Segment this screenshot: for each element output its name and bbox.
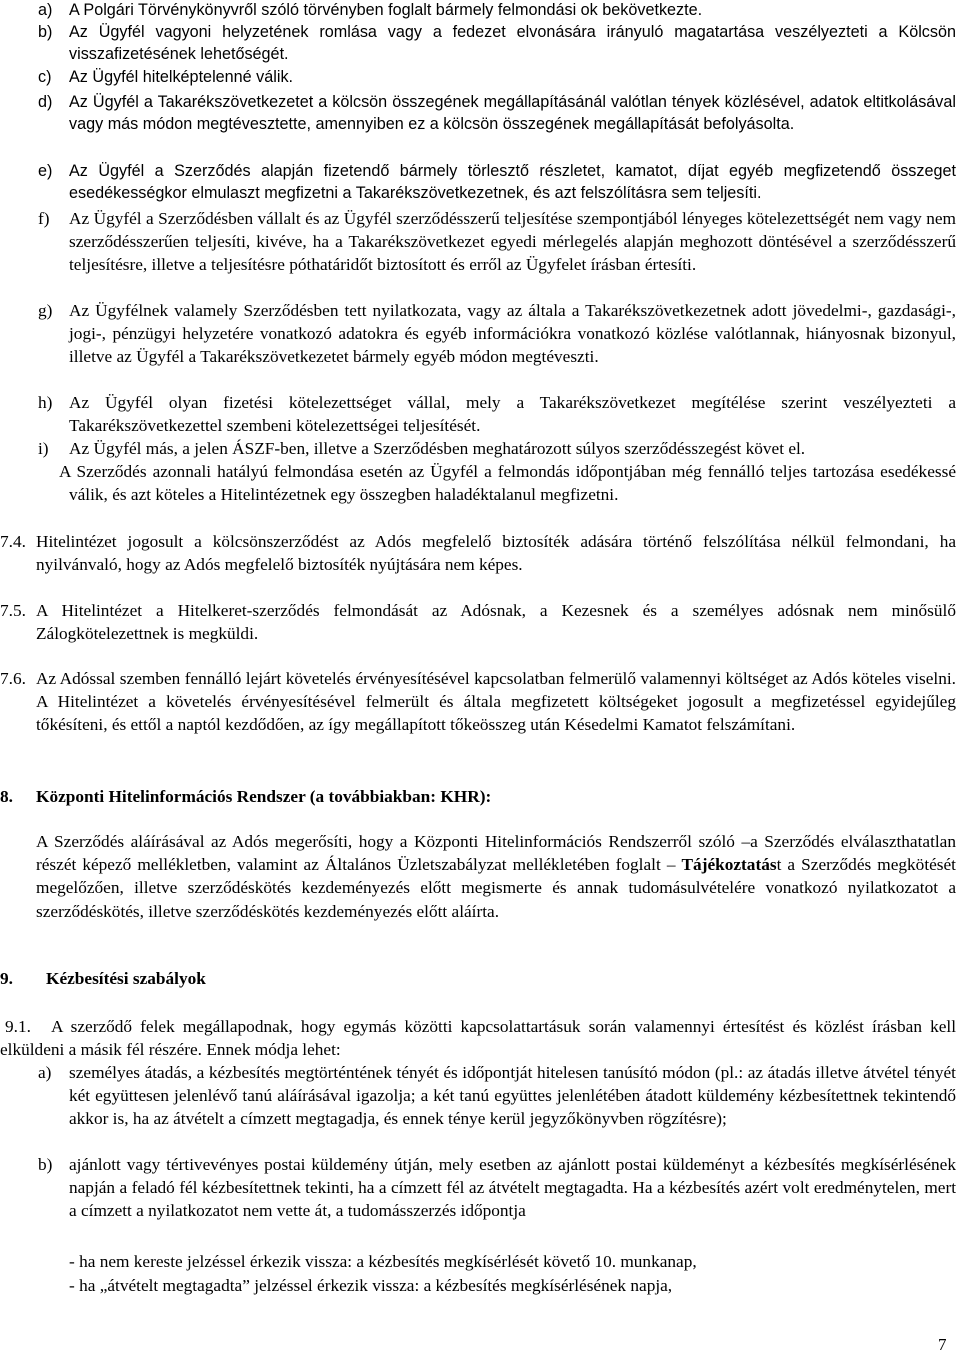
list-item-g (38, 299, 956, 369)
section-number: 7.5. (0, 601, 26, 620)
list-text: Az Ügyfél vagyoni helyzetének romlása vagy a fedezet elvonására irányuló magatartása veszélyezteti a Kölcsön visszafizetésének lehetőségét. (69, 23, 956, 63)
list-item-h (38, 391, 956, 437)
list-label: c) (38, 68, 52, 86)
heading-title: Kézbesítési szabályok (46, 969, 206, 988)
list-text: Az Ügyfélnek valamely Szerződésben tett nyilatkozata, vagy az általa a Takarékszövetkezetnek adott jövedelmi-, gazdasági-, jogi-, pénzügyi helyzetére vonatkozó adatokra és egyéb információkra vonatkozó közlése valótlannak, hiányosnak bizonyul, illetve az Ügyfél a Takarékszövetkezetet bármely egyéb módon megtéveszti. (69, 301, 956, 367)
delivery-dash-2: - ha „átvételt megtagadta” jelzéssel érkezik vissza: a kézbesítés megkísérlésének napja, (69, 1276, 673, 1295)
section-7-4 (0, 530, 956, 576)
termination-paragraph: A Szerződés azonnali hatályú felmondása esetén az Ügyfél a felmondás időpontjában még fennálló teljes tartozása esedékessé válik, és azt köteles a Hitelintézetnek egy összegben haladéktalanul megfizetni. (59, 462, 956, 505)
khr-heading (0, 785, 956, 808)
list-text: Az Ügyfél más, a jelen ÁSZF-ben, illetve a Szerződésben meghatározott súlyos szerződésszegést követ el. (69, 439, 806, 458)
list-item-b (38, 21, 956, 65)
khr-bold-word: Tájékoztatás (681, 855, 777, 875)
list-label: f) (38, 209, 50, 228)
list-label: d) (38, 93, 53, 111)
delivery-item-a (38, 1061, 956, 1131)
delivery-item-b (38, 1153, 956, 1223)
list-text: A Polgári Törvénykönyvről szóló törvényben foglalt bármely felmondási ok bekövetkezte. (69, 1, 703, 19)
delivery-dash-1: - ha nem kereste jelzéssel érkezik vissza: a kézbesítés megkísérlését követő 10. munkanap, (69, 1252, 697, 1271)
list-item-f (38, 207, 956, 277)
list-label: a) (38, 1, 53, 19)
page-number: 7 (938, 1335, 947, 1354)
list-text: Az Ügyfél a Szerződés alapján fizetendő bármely törlesztő részletet, kamatot, díjat egyéb megfizetendő összeget esedékességkor elmulaszt megfizetni a Takarékszövetkezetnek, és azt felszólításra sem teljesíti. (69, 162, 956, 202)
list-item-c (38, 66, 956, 88)
section-7-6 (0, 667, 956, 737)
subsection-text: A szerződő felek megállapodnak, hogy egymás közötti kapcsolattartásuk során valamennyi értesítést és közlést írásban kell elküldeni a másik fél részére. Ennek módja lehet: (0, 1017, 956, 1060)
list-label: e) (38, 162, 53, 180)
delivery-intro (0, 1015, 956, 1061)
list-text: ajánlott vagy tértivevényes postai küldemény útján, mely esetben az ajánlott postai küldeményt a kézbesítés megkísérlésének napján a feladó fél kézbesítettnek tekinti, ha a címzett fél az átvételt megtagadta. Ha a kézbesítés azért volt eredménytelen, mert a címzett a nyilatkozatot nem vette át, a tudomásszerzés időpontja (69, 1155, 956, 1221)
delivery-heading (0, 967, 956, 990)
list-text: Az Ügyfél olyan fizetési kötelezettséget vállal, mely a Takarékszövetkezet megítélése szerint veszélyezteti a Takarékszövetkezettel szembeni kötelezettségei teljesítését. (69, 393, 956, 436)
list-label: b) (38, 23, 53, 41)
section-number: 7.6. (0, 669, 26, 688)
list-item-a (38, 0, 956, 21)
heading-title: Központi Hitelinformációs Rendszer (a továbbiakban: KHR): (36, 787, 492, 806)
list-text: Az Ügyfél a Takarékszövetkezetet a kölcsön összegének megállapításánál valótlan tények közlésével, adatok eltitkolásával vagy más módon megtévesztette, amennyiben ez a kölcsön összegének megállapítását befolyásolta. (69, 93, 956, 133)
list-item-i (38, 437, 956, 460)
list-label: i) (38, 439, 49, 458)
khr-text-after: t a Szerződés megkötését megelőzően, illetve szerződéskötés kezdeményezés előtt megismerte és annak tudomásulvételére vonatkozó nyilatkozatot a szerződéskötés, illetve szerződéskötés kezdeményezés előtt aláírta. (36, 855, 956, 921)
section-text: Az Adóssal szemben fennálló lejárt követelés érvényesítésével kapcsolatban felmerülő valamennyi költséget az Adós köteles viselni. A Hitelintézet a követelés érvényesítésével felmerült és általa megfizetett költségeket jogosult a megfizetéssel egyidejűleg tőkésíteni, és ettől a naptól kezdődően, az így megállapított tőkeösszeg után Késedelmi Kamatot felszámítani. (36, 669, 956, 735)
list-label: b) (38, 1155, 53, 1174)
list-label: a) (38, 1063, 52, 1082)
list-text: személyes átadás, a kézbesítés megtörténtének tényét és időpontját hitelesen tanúsító módon (pl.: az átadás illetve átvétel tényét két együttesen jelenlévő tanú aláírásával igazolja; a két tanú együttes jelenlétében átadott küldemény kézbesítettnek tekintendő akkor is, ha az átvételt a címzett megtagadja, és ennek ténye kerül jegyzőkönyvben rögzítésre); (69, 1063, 956, 1129)
subsection-number: 9.1. (5, 1017, 31, 1036)
list-label: h) (38, 393, 53, 412)
list-item-d (38, 91, 956, 135)
khr-text-before: A Szerződés aláírásával az Adós megerősíti, hogy a Központi Hitelinformációs Rendszerről szóló –a Szerződés elválaszthatatlan részét képező mellékletben, valamint az Általános Üzletszabályzat mellékletében foglalt – (36, 832, 956, 875)
khr-paragraph (36, 830, 956, 923)
section-number: 7.4. (0, 532, 26, 551)
list-item-e (38, 160, 956, 204)
list-label: g) (38, 301, 53, 320)
heading-number: 8. (0, 787, 13, 806)
section-text: Hitelintézet jogosult a kölcsönszerződést az Adós megfelelő biztosíték adására történő felszólítása nélkül felmondani, ha nyilvánvaló, hogy az Adós megfelelő biztosíték nyújtására nem képes. (36, 532, 956, 575)
list-text: Az Ügyfél a Szerződésben vállalt és az Ügyfél szerződésszerű teljesítése szempontjából lényeges kötelezettségét nem vagy nem szerződésszerűen teljesíti, kivéve, ha a Takarékszövetkezet egyedi mérlegelés alapján meghozott döntésével a szerződésszerű teljesítésre, illetve a teljesítésre póthatáridőt biztosított és erről az Ügyfelet írásban értesíti. (69, 209, 956, 275)
heading-number: 9. (0, 969, 13, 988)
section-7-5 (0, 599, 956, 645)
list-text: Az Ügyfél hitelképtelenné válik. (69, 68, 294, 86)
section-text: A Hitelintézet a Hitelkeret-szerződés felmondását az Adósnak, a Kezesnek és a személyes adósnak nem minősülő Zálogkötelezettnek is megküldi. (36, 601, 956, 644)
